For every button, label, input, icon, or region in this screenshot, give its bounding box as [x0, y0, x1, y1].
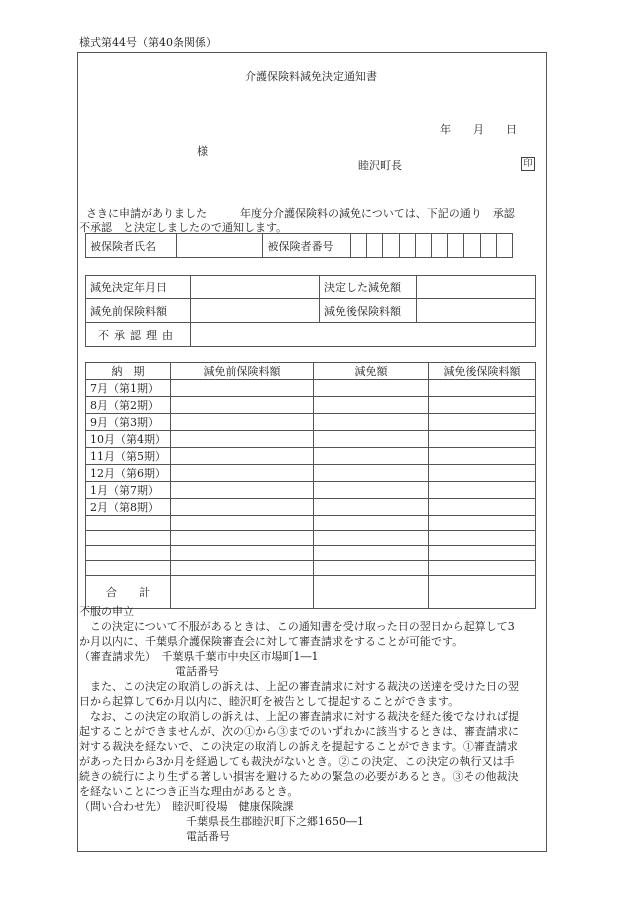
premium-after-cell[interactable]: [429, 380, 536, 397]
premium-after-cell[interactable]: [429, 531, 536, 546]
premium-after-cell[interactable]: [429, 414, 536, 431]
appeal-text: なお、この決定の取消しの訴えは、上記の審査請求に対する裁決を経た後でなければ提: [79, 710, 519, 723]
appeal-text: この決定について不服があるときは、この通知書を受け取った日の翌日から起算して3: [79, 620, 515, 633]
insured-number-digit[interactable]: [496, 234, 512, 258]
premium-after-field[interactable]: [417, 299, 536, 323]
appeal-text: 続きの続行により生ずる著しい損害を避けるための緊急の必要があるとき。③その他裁決: [79, 770, 519, 783]
premium-before-cell[interactable]: [171, 561, 314, 576]
decided-amount-field[interactable]: [417, 276, 536, 299]
intro-line-1: さきに申請がありました 年度分介護保険料の減免については、下記の通り 承認: [86, 207, 515, 220]
premium-before-cell[interactable]: [171, 465, 314, 482]
reduction-cell[interactable]: [314, 561, 429, 576]
period-cell: 1月（第7期）: [86, 482, 171, 499]
reduction-cell[interactable]: [314, 516, 429, 531]
decision-table: [85, 275, 536, 347]
premium-before-cell[interactable]: [171, 431, 314, 448]
insured-number-digit[interactable]: [399, 234, 415, 258]
table-row: [86, 397, 536, 414]
premium-after-cell[interactable]: [429, 465, 536, 482]
premium-after-cell[interactable]: [429, 516, 536, 531]
period-cell: [86, 561, 171, 576]
header-reduction: 減免額: [314, 363, 429, 380]
insured-number-digit[interactable]: [464, 234, 480, 258]
review-authority: （審査請求先） 千葉県千葉市中央区市場町1―1: [79, 650, 319, 663]
period-cell: 9月（第3期）: [86, 414, 171, 431]
premium-after-cell[interactable]: [429, 397, 536, 414]
table-row: [86, 531, 536, 546]
insured-number-digit[interactable]: [432, 234, 448, 258]
period-cell: 2月（第8期）: [86, 499, 171, 516]
premium-before-cell[interactable]: [171, 397, 314, 414]
table-row: [86, 431, 536, 448]
appeal-text: 日から起算して6か月以内に、睦沢町を被告として提起することができます。: [79, 695, 460, 708]
contact-address: 千葉県長生郡睦沢町下之郷1650―1: [186, 815, 364, 828]
appeal-text: か月以内に、千葉県介護保険審査会に対して審査請求をすることが可能です。: [79, 635, 464, 648]
insured-number-digit[interactable]: [415, 234, 431, 258]
reduction-cell[interactable]: [314, 414, 429, 431]
period-cell: [86, 546, 171, 561]
seal-mark: 印: [521, 157, 535, 171]
appeal-text: また、この決定の取消しの訴えは、上記の審査請求に対する裁決の送達を受けた日の翌: [79, 680, 519, 693]
premium-after-label: 減免後保険料額: [320, 299, 417, 323]
recipient-suffix: 様: [197, 145, 208, 158]
decision-date-field[interactable]: [191, 276, 320, 299]
document-title: 介護保険料減免決定通知書: [245, 70, 377, 83]
premium-before-cell[interactable]: [171, 482, 314, 499]
premium-after-cell[interactable]: [429, 561, 536, 576]
reduction-cell[interactable]: [314, 448, 429, 465]
table-row: [86, 448, 536, 465]
issuer-name: 睦沢町長: [358, 159, 402, 172]
insured-number-digit[interactable]: [448, 234, 464, 258]
reduction-cell[interactable]: [314, 397, 429, 414]
period-cell: 10月（第4期）: [86, 431, 171, 448]
table-row: [86, 561, 536, 576]
reduction-cell[interactable]: [314, 499, 429, 516]
premium-before-cell[interactable]: [171, 414, 314, 431]
insured-number-digit[interactable]: [383, 234, 399, 258]
premium-before-cell[interactable]: [171, 499, 314, 516]
period-cell: 11月（第5期）: [86, 448, 171, 465]
premium-after-cell[interactable]: [429, 448, 536, 465]
insured-number-digit[interactable]: [351, 234, 367, 258]
date-line: 年 月 日: [440, 123, 517, 136]
payment-schedule-table: [85, 362, 536, 609]
review-phone: 電話番号: [175, 665, 219, 678]
reduction-cell[interactable]: [314, 546, 429, 561]
table-row: [86, 465, 536, 482]
table-row: [86, 482, 536, 499]
reduction-cell[interactable]: [314, 482, 429, 499]
reduction-cell[interactable]: [314, 431, 429, 448]
contact-office: （問い合わせ先） 睦沢町役場 健康保険課: [79, 800, 294, 813]
premium-before-field[interactable]: [191, 299, 320, 323]
insured-name-field[interactable]: [177, 234, 263, 258]
insured-number-digit[interactable]: [480, 234, 496, 258]
insured-number-label: 被保険者番号: [263, 234, 351, 258]
premium-before-cell[interactable]: [171, 448, 314, 465]
table-row: [86, 499, 536, 516]
schedule-header-row: [86, 363, 536, 380]
table-row: [86, 516, 536, 531]
appeal-text: を経ないことにつき正当な理由があるとき。: [79, 785, 299, 798]
premium-after-cell[interactable]: [429, 546, 536, 561]
period-cell: [86, 516, 171, 531]
table-row: [86, 414, 536, 431]
premium-before-cell[interactable]: [171, 516, 314, 531]
reduction-cell[interactable]: [314, 465, 429, 482]
premium-before-cell[interactable]: [171, 531, 314, 546]
premium-before-cell[interactable]: [171, 546, 314, 561]
total-label: 合 計: [86, 576, 171, 609]
reduction-cell[interactable]: [314, 531, 429, 546]
period-cell: 7月（第1期）: [86, 380, 171, 397]
insured-number-digit[interactable]: [367, 234, 383, 258]
decision-date-label: 減免決定年月日: [86, 276, 191, 299]
premium-before-label: 減免前保険料額: [86, 299, 191, 323]
contact-phone: 電話番号: [186, 830, 230, 843]
intro-line-2: 不承認 と決定しましたので通知します。: [79, 221, 288, 234]
rejection-reason-label: 不承認理由: [86, 323, 191, 347]
insured-info-table: [85, 233, 513, 258]
premium-after-cell[interactable]: [429, 499, 536, 516]
decided-amount-label: 決定した減免額: [320, 276, 417, 299]
header-premium-after: 減免後保険料額: [429, 363, 536, 380]
table-row: [86, 380, 536, 397]
appeal-heading: 不服の申立: [79, 605, 134, 618]
period-cell: 12月（第6期）: [86, 465, 171, 482]
premium-before-cell[interactable]: [171, 380, 314, 397]
rejection-reason-field[interactable]: [191, 323, 536, 347]
header-period: 納 期: [86, 363, 171, 380]
insured-name-label: 被保険者氏名: [86, 234, 177, 258]
appeal-text: があった日から3か月を経過しても裁決がないとき。②この決定、この決定の執行又は手: [79, 755, 515, 768]
premium-after-cell[interactable]: [429, 431, 536, 448]
premium-after-cell[interactable]: [429, 482, 536, 499]
header-premium-before: 減免前保険料額: [171, 363, 314, 380]
appeal-text: 起することができませんが、次の①から③までのいずれかに該当するときは、審査請求に: [79, 725, 519, 738]
reduction-cell[interactable]: [314, 380, 429, 397]
period-cell: 8月（第2期）: [86, 397, 171, 414]
appeal-text: 対する裁決を経ないで、この決定の取消しの訴えを提起することができます。①審査請求: [79, 740, 518, 753]
form-reference: 様式第44号（第40条関係）: [79, 36, 217, 49]
table-row: [86, 546, 536, 561]
period-cell: [86, 531, 171, 546]
appeal-section: [79, 604, 549, 844]
